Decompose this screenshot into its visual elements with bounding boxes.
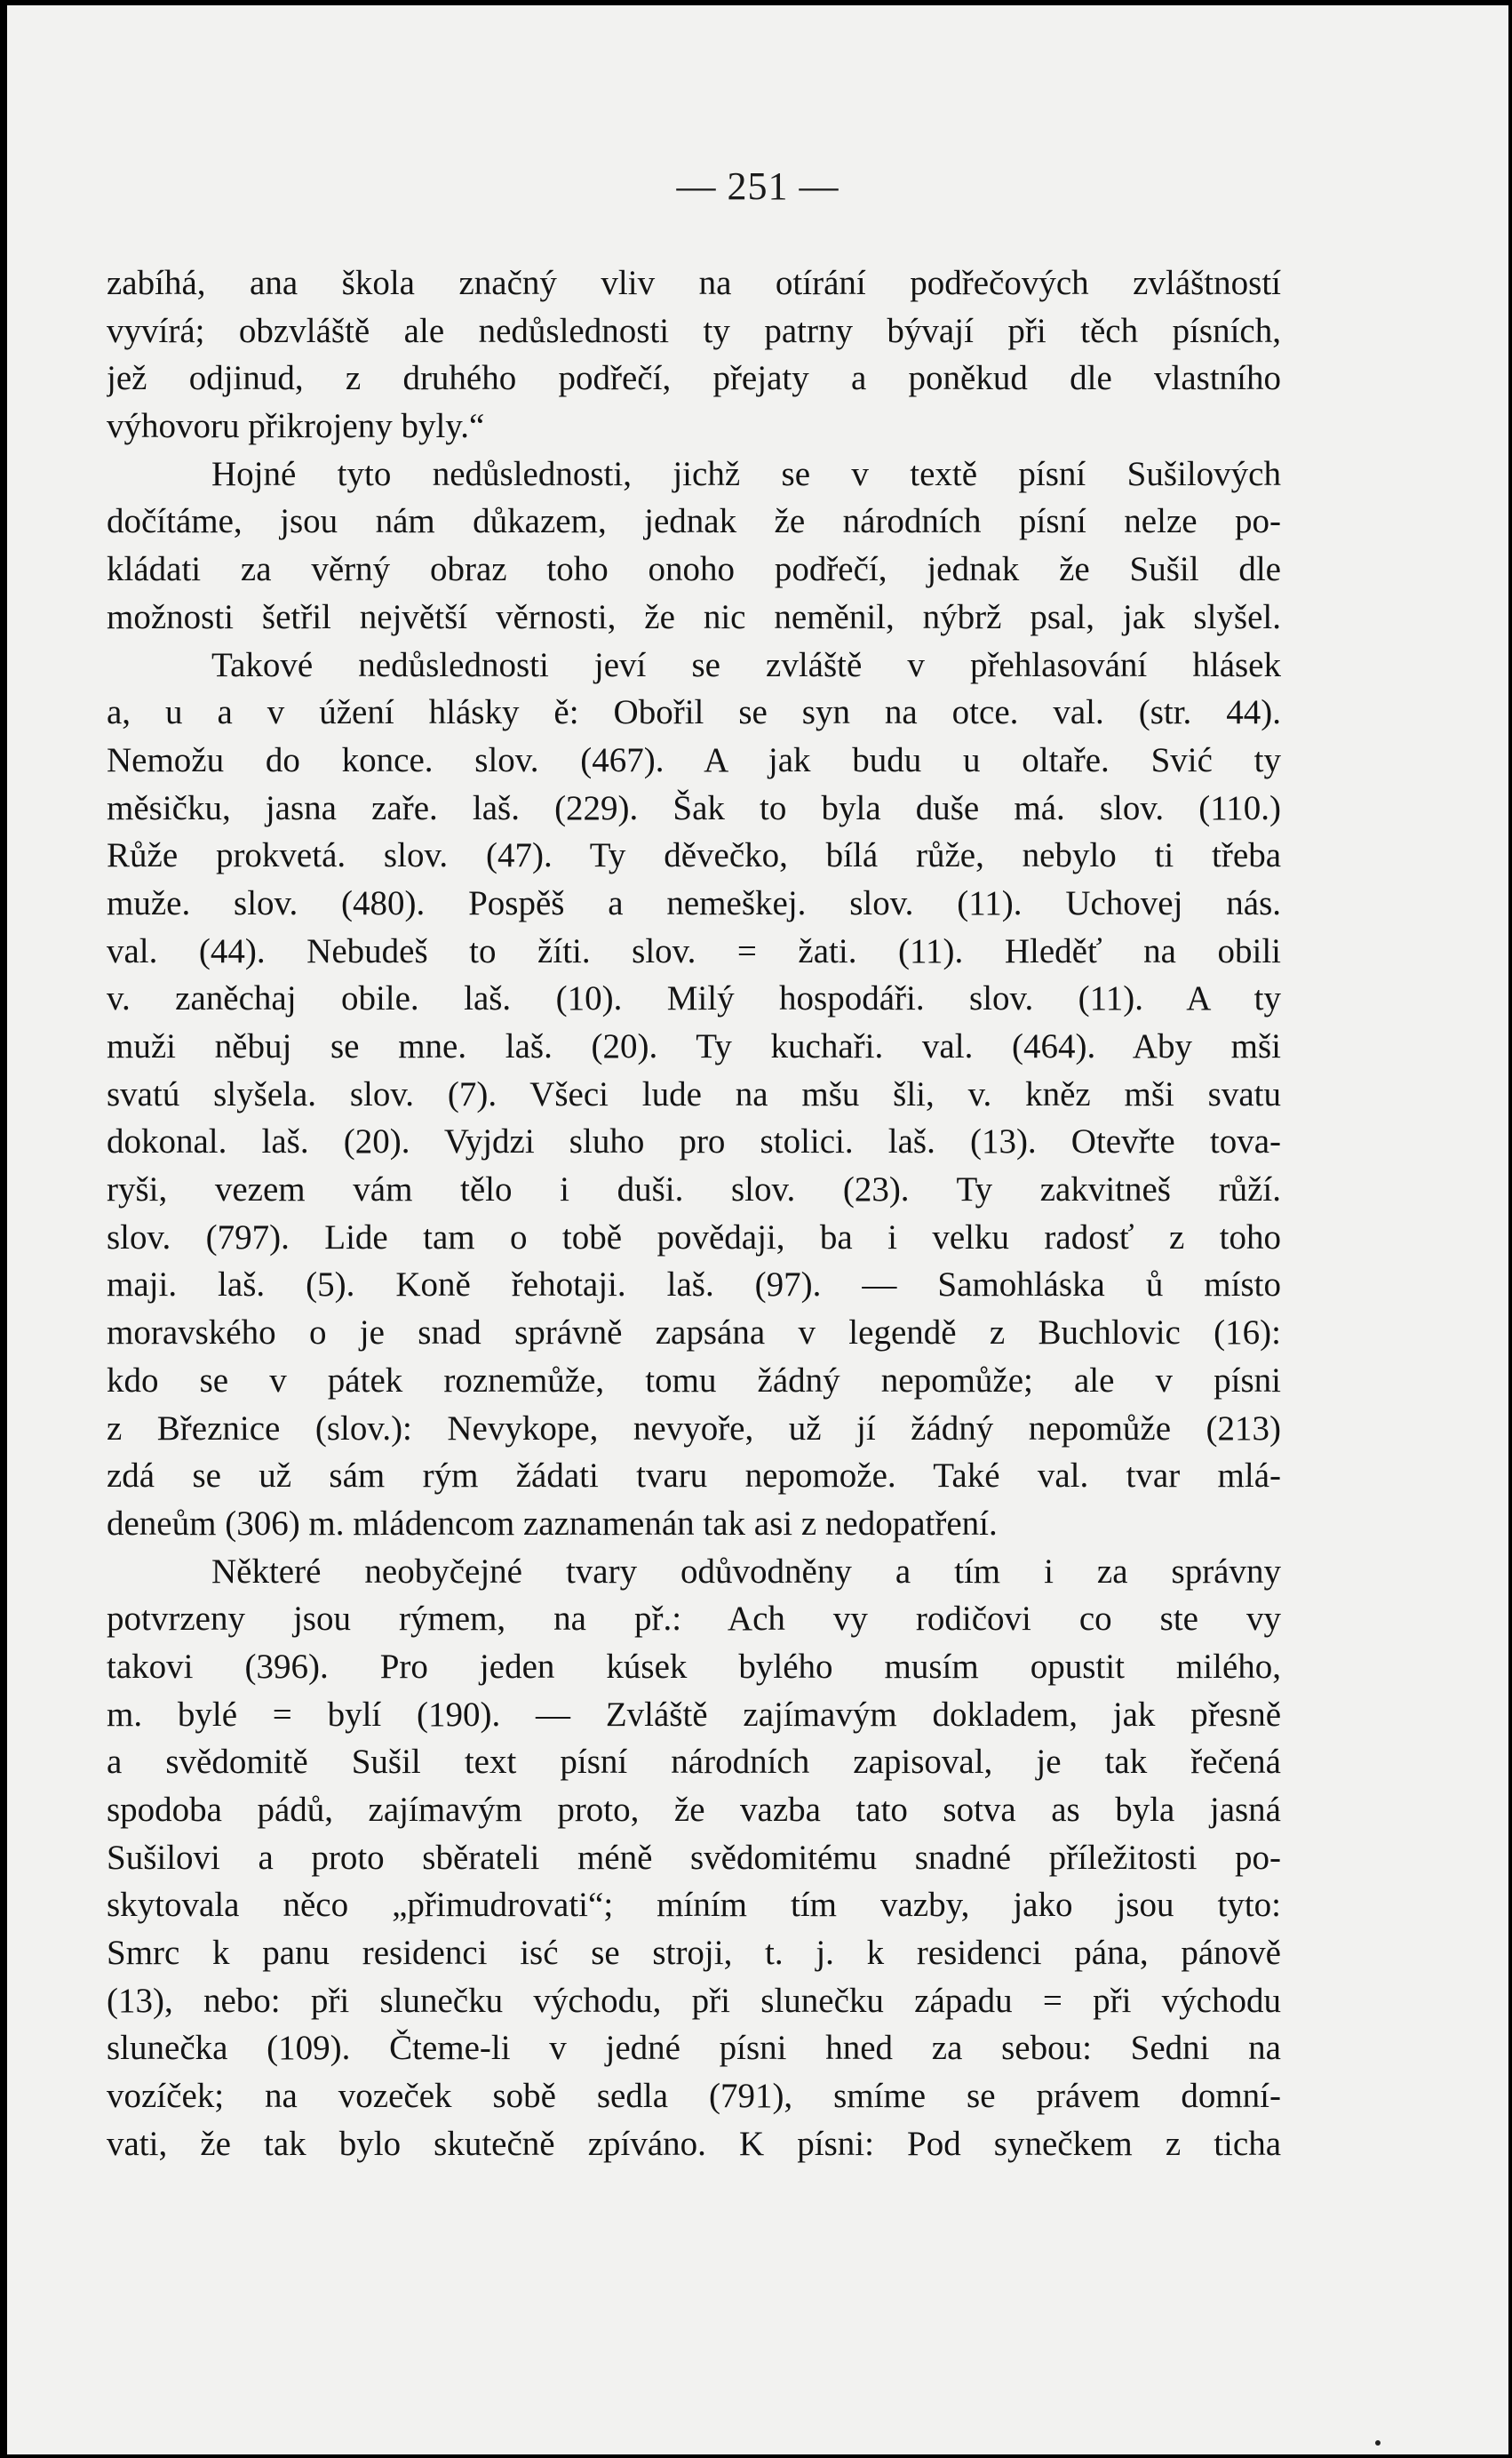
text-line: Takové nedůslednosti jeví se zvláště v přehlasování hlásek [211,645,1281,684]
text-line: skytovala něco „přimudrovati“; míním tím vazby, jako jsou tyto: [107,1886,1281,1925]
text-line: jež odjinud, z druhého podřečí, přejaty a poněkud dle vlastního [107,359,1281,398]
text-line: dočítáme, jsou nám důkazem, jednak že národních písní nelze po- [107,502,1281,541]
text-line: ryši, vezem vám tělo i duši. slov. (23). Ty zakvitneš růží. [107,1170,1281,1209]
text-line: maji. laš. (5). Koně řehotaji. laš. (97). — Samohláska ů místo [107,1265,1281,1305]
text-line: deneům (306) m. mládencom zaznamenán tak asi z nedopatření. [107,1504,998,1543]
text-line: Růže prokvetá. slov. (47). Ty děvečko, bílá růže, nebylo ti třeba [107,836,1281,875]
text-line: muži něbuj se mne. laš. (20). Ty kuchaři. val. (464). Aby mši [107,1027,1281,1065]
text-line: vozíček; na vozeček sobě sedla (791), smíme se právem domní- [107,2077,1281,2116]
text-line: Hojné tyto nedůslednosti, jichž se v textě písní Sušilových [211,454,1281,493]
text-line: slov. (797). Lide tam o tobě povědaji, ba i velku radosť z toho [107,1217,1281,1257]
text-line: takovi (396). Pro jeden kúsek bylého musím opustit milého, [107,1647,1281,1686]
text-line: výhovoru přikrojeny byly.“ [107,407,485,446]
text-line: zdá se už sám rým žádati tvaru nepomože. Také val. tvar mlá- [107,1456,1281,1496]
text-line: (13), nebo: při slunečku východu, při slunečku západu = při východu [107,1981,1281,2020]
text-line: spodoba pádů, zajímavým proto, že vazba tato sotva as byla jasná [107,1791,1281,1829]
ink-speck [1375,2440,1381,2446]
text-line: měsičku, jasna zaře. laš. (229). Šak to byla duše má. slov. (110.) [107,788,1281,827]
text-line: dokonal. laš. (20). Vyjdzi sluho pro stolici. laš. (13). Otevřte tova- [107,1122,1281,1161]
text-line: svatú slyšela. slov. (7). Všeci lude na mšu šli, v. kněz mši svatu [107,1074,1281,1113]
text-line: vyvírá; obzvláště ale nedůslednosti ty patrny bývají při těch písních, [107,311,1281,350]
text-line: a svědomitě Sušil text písní národních zapisoval, je tak řečená [107,1743,1281,1782]
document-page [7,5,1508,2454]
text-line: Některé neobyčejné tvary odůvodněny a tím i za správny [211,1552,1281,1591]
text-line: m. bylé = bylí (190). — Zvláště zajímavým dokladem, jak přesně [107,1695,1281,1734]
text-line: val. (44). Nebudeš to žíti. slov. = žati. (11). Hleděť na obili [107,931,1281,970]
text-line: zabíhá, ana škola značný vliv na otírání podřečových zvláštností [107,264,1281,302]
text-line: Sušilovi a proto sběrateli méně svědomitému snadné příležitosti po- [107,1838,1281,1877]
text-line: potvrzeny jsou rýmem, na př.: Ach vy rodičovi co ste vy [107,1600,1281,1639]
text-line: vati, že tak bylo skutečně zpíváno. K písni: Pod synečkem z ticha [107,2124,1281,2163]
text-line: moravského o je snad správně zapsána v legendě z Buchlovic (16): [107,1313,1281,1353]
body-text [107,259,1281,2168]
text-line: Smrc k panu residenci isć se stroji, t. j. k residenci pána, pánově [107,1934,1281,1973]
page-number: — 251 — [676,164,840,208]
text-line: kládati za věrný obraz toho onoho podřečí, jednak že Sušil dle [107,550,1281,589]
text-line: muže. slov. (480). Pospěš a nemeškej. slov. (11). Uchovej nás. [107,883,1281,922]
text-line: a, u a v úžení hlásky ě: Obořil se syn na otce. val. (str. 44). [107,693,1281,732]
text-line: Nemožu do konce. slov. (467). A jak budu u oltaře. Svić ty [107,740,1281,779]
text-line: z Březnice (slov.): Nevykope, nevyoře, už jí žádný nepomůže (213) [107,1409,1281,1448]
text-line: slunečka (109). Čteme-li v jedné písni hned za sebou: Sedni na [107,2029,1281,2068]
text-line: kdo se v pátek roznemůže, tomu žádný nepomůže; ale v písni [107,1361,1281,1400]
text-line: v. zaněchaj obile. laš. (10). Milý hospodáři. slov. (11). A ty [107,979,1281,1018]
text-line: možnosti šetřil největší věrnosti, že nic neměnil, nýbrž psal, jak slyšel. [107,597,1281,636]
